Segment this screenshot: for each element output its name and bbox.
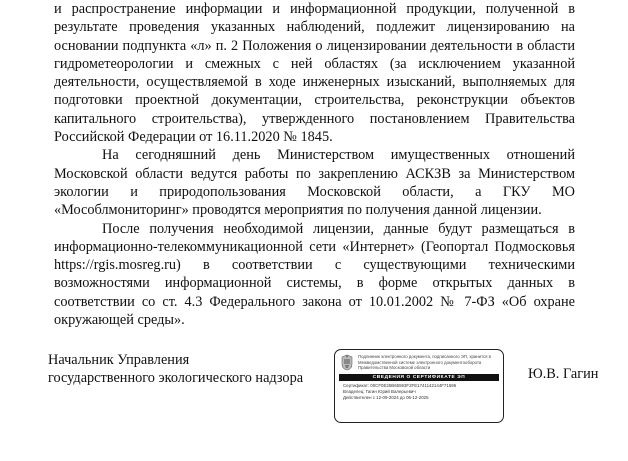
stamp-title: СВЕДЕНИЯ О СЕРТИФИКАТЕ ЭП: [339, 374, 499, 381]
signer-position-line-1: Начальник Управления: [48, 352, 190, 368]
signer-position: [48, 351, 303, 387]
stamp-certificate: Сертификат: 00CF0E25B65593F2FE1741142144F71596: [343, 383, 457, 388]
paragraph-3: После получения необходимой лицензии, данные будут размещаться в информационно-телекоммуникационной сети «Интернет» (Геопортал Подмосковья https://rgis.mosreg.ru) в соответствии с существующими техническими возможностями информационной системы, в форме открытых данных в соответствии со ст. 4.3 Федерального закона от 10.01.2002 № 7-ФЗ «Об охране окружающей среды».: [54, 220, 575, 329]
electronic-signature-stamp: [334, 349, 504, 423]
paragraph-1: и распространение информации и информационной продукции, полученной в результате проведения указанных наблюдений, подлежит лицензированию на основании подпункта «л» п. 2 Положения о лицензировании деятельности в области гидрометеорологии и смежных с ней областях (за исключением указанной деятельности, осуществляемой в ходе инженерных изысканий, выполняемых для подготовки проектной документации, строительства, реконструкции объектов капитального строительства), утвержденного постановлением Правительства Российской Федерации от 16.11.2020 № 1845.: [54, 1, 575, 146]
stamp-validity: Действителен с 12-09-2024 до 06-12-2025: [343, 395, 429, 401]
signer-position-line-2: государственного экологического надзора: [48, 370, 304, 386]
paragraph-2: На сегодняшний день Министерством имущественных отношений Московской области ведутся работы по закреплению АСКЗВ за Министерством экологии и природопользования Московской области, а ГКУ МО «Мособлмониторинг» проводятся мероприятия по получения данной лицензии.: [54, 147, 575, 219]
signer-name: Ю.В. Гагин: [528, 366, 599, 382]
stamp-note: Подлинник электронного документа, подписанного ЭП, хранится в Межведомственной системе электронного документооборота Правительства Московской области: [358, 354, 491, 371]
coat-of-arms-icon: [340, 354, 354, 371]
stamp-owner: Владелец: Гагин Юрий Валерьевич: [343, 389, 416, 395]
document-body: [54, 0, 575, 329]
